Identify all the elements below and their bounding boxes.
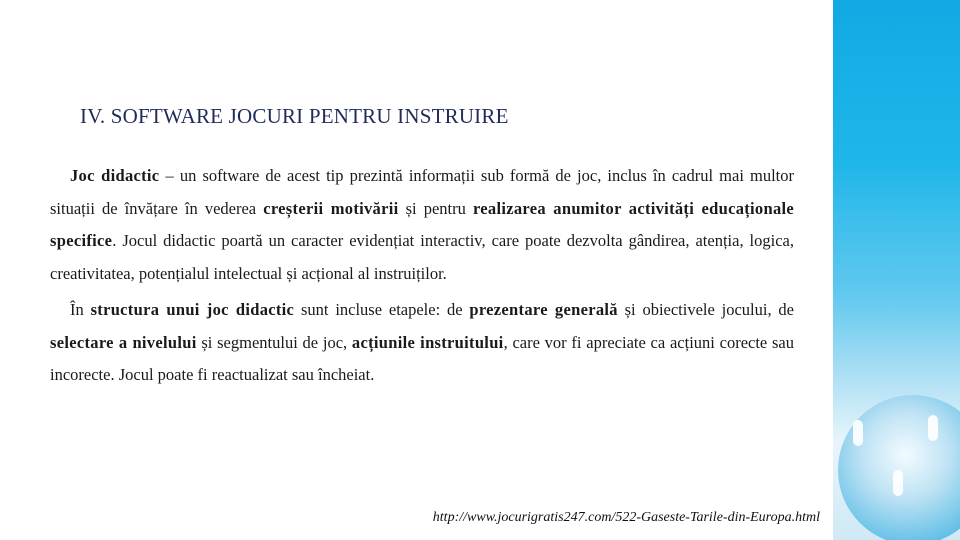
title-emphasis: JOCURI	[228, 104, 304, 128]
figure-decoration	[928, 415, 938, 441]
text-run: . Jocul didactic poartă un caracter evidențiat interactiv, care poate dezvolta gândirea, atenția, logica, creativitatea, potențialul intelectual și acțional al instruiților.	[50, 231, 794, 283]
text-run: și pentru	[398, 198, 473, 218]
title-part: PENTRU INSTRUIRE	[303, 104, 509, 128]
figure-decoration	[853, 420, 863, 446]
source-link[interactable]: http://www.jocurigratis247.com/522-Gaseste-Tarile-din-Europa.html	[432, 510, 820, 525]
text-run: În	[70, 300, 91, 319]
text-run: sunt incluse etapele: de	[294, 300, 470, 319]
bold-term: creșterii motivării	[263, 198, 399, 218]
globe-decoration	[838, 395, 960, 540]
text-run: , care vor fi apreciate ca acțiuni corecte sau incorecte. Jocul poate fi reactualizat sau încheiat.	[50, 332, 795, 384]
bold-term: selectare a nivelului	[50, 332, 197, 352]
text-run: – un software de acest tip prezintă informații sub formă de joc, inclus în cadrul mai multor situații de învățare în vederea	[50, 166, 795, 218]
bold-term: structura unui joc didactic	[90, 300, 295, 319]
bold-term: Joc didactic	[70, 166, 160, 185]
title-part: IV. SOFTWARE	[80, 104, 229, 128]
paragraph-structura	[50, 294, 794, 392]
figure-decoration	[893, 470, 903, 496]
body-text	[50, 160, 794, 396]
paragraph-joc-didactic	[50, 160, 794, 290]
slide-title	[80, 104, 509, 129]
bold-term: realizarea anumitor activități educaționale specifice	[50, 198, 795, 250]
decorative-side-strip	[833, 0, 960, 540]
bold-term: prezentare generală	[469, 300, 618, 319]
text-run: și segmentului de joc,	[196, 332, 352, 352]
text-run: și obiectivele jocului, de	[617, 300, 794, 319]
bold-term: acțiunile instruitului	[351, 332, 504, 352]
